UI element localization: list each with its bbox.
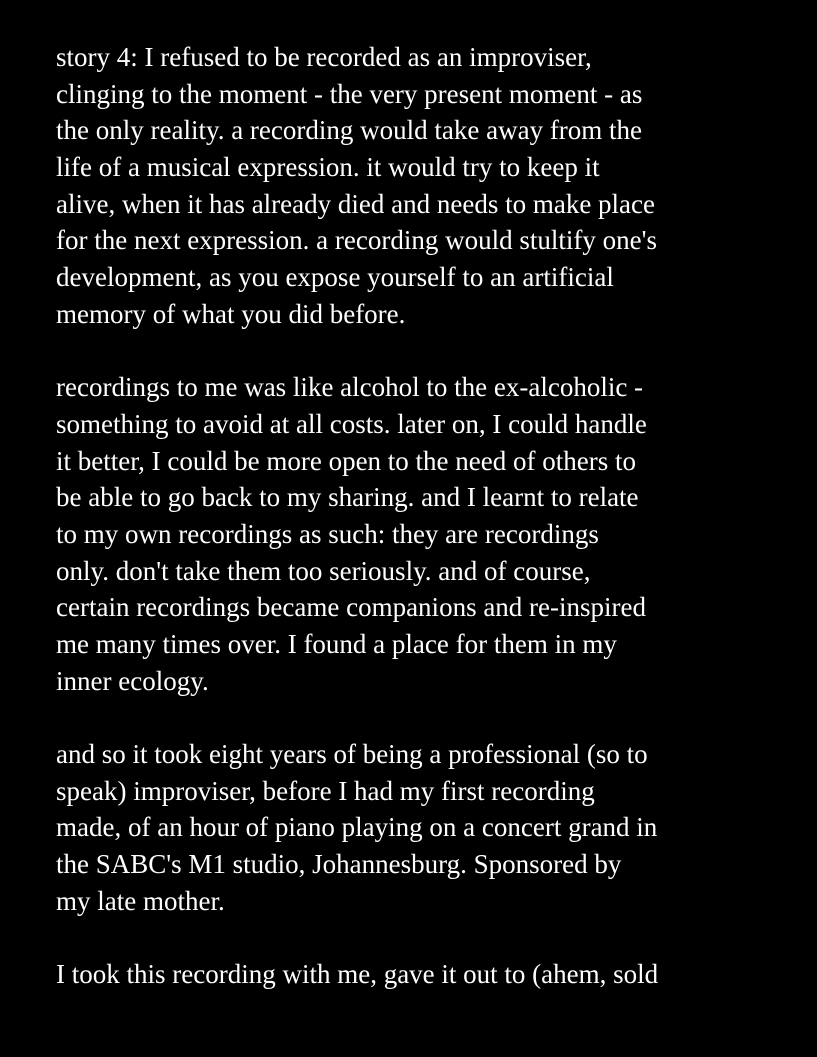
paragraph-spacer: [56, 920, 796, 957]
document-body: [56, 39, 796, 993]
text-line: be able to go back to my sharing. and I learnt to relate: [56, 482, 639, 513]
text-line: only. don't take them too seriously. and of course,: [56, 555, 591, 586]
text-line: my late mother.: [56, 885, 225, 916]
text-line: to my own recordings as such: they are recordings: [56, 518, 599, 549]
text-line: and so it took eight years of being a professional (so to: [56, 739, 648, 770]
text-line: inner ecology.: [56, 665, 209, 696]
text-line: memory of what you did before.: [56, 298, 406, 329]
text-line: something to avoid at all costs. later on, I could handle: [56, 408, 647, 439]
paragraph-4: [56, 956, 796, 993]
text-line: development, as you expose yourself to an artificial: [56, 262, 614, 293]
paragraph-spacer: [56, 333, 796, 370]
text-line: the SABC's M1 studio, Johannesburg. Sponsored by: [56, 849, 622, 880]
text-line: life of a musical expression. it would try to keep it: [56, 152, 600, 183]
text-line: story 4: I refused to be recorded as an improviser,: [56, 42, 592, 72]
text-line: clinging to the moment - the very present moment - as: [56, 78, 643, 109]
text-line: alive, when it has already died and needs to make place: [56, 188, 656, 219]
text-line: the only reality. a recording would take away from the: [56, 115, 643, 146]
text-line: for the next expression. a recording would stultify one's: [56, 225, 657, 256]
text-line: certain recordings became companions and re-inspired: [56, 592, 647, 623]
paragraph-2: [56, 369, 796, 699]
text-line: me many times over. I found a place for them in my: [56, 629, 617, 659]
paragraph-spacer: [56, 699, 796, 736]
text-line: I took this recording with me, gave it out to (ahem, sold: [56, 959, 659, 990]
paragraph-1: [56, 39, 796, 333]
text-line: made, of an hour of piano playing on a concert grand in: [56, 812, 658, 843]
paragraph-3: [56, 736, 796, 919]
text-line: recordings to me was like alcohol to the ex-alcoholic -: [56, 372, 644, 403]
text-line: it better, I could be more open to the need of others to: [56, 445, 636, 476]
text-line: speak) improviser, before I had my first recording: [56, 775, 595, 806]
